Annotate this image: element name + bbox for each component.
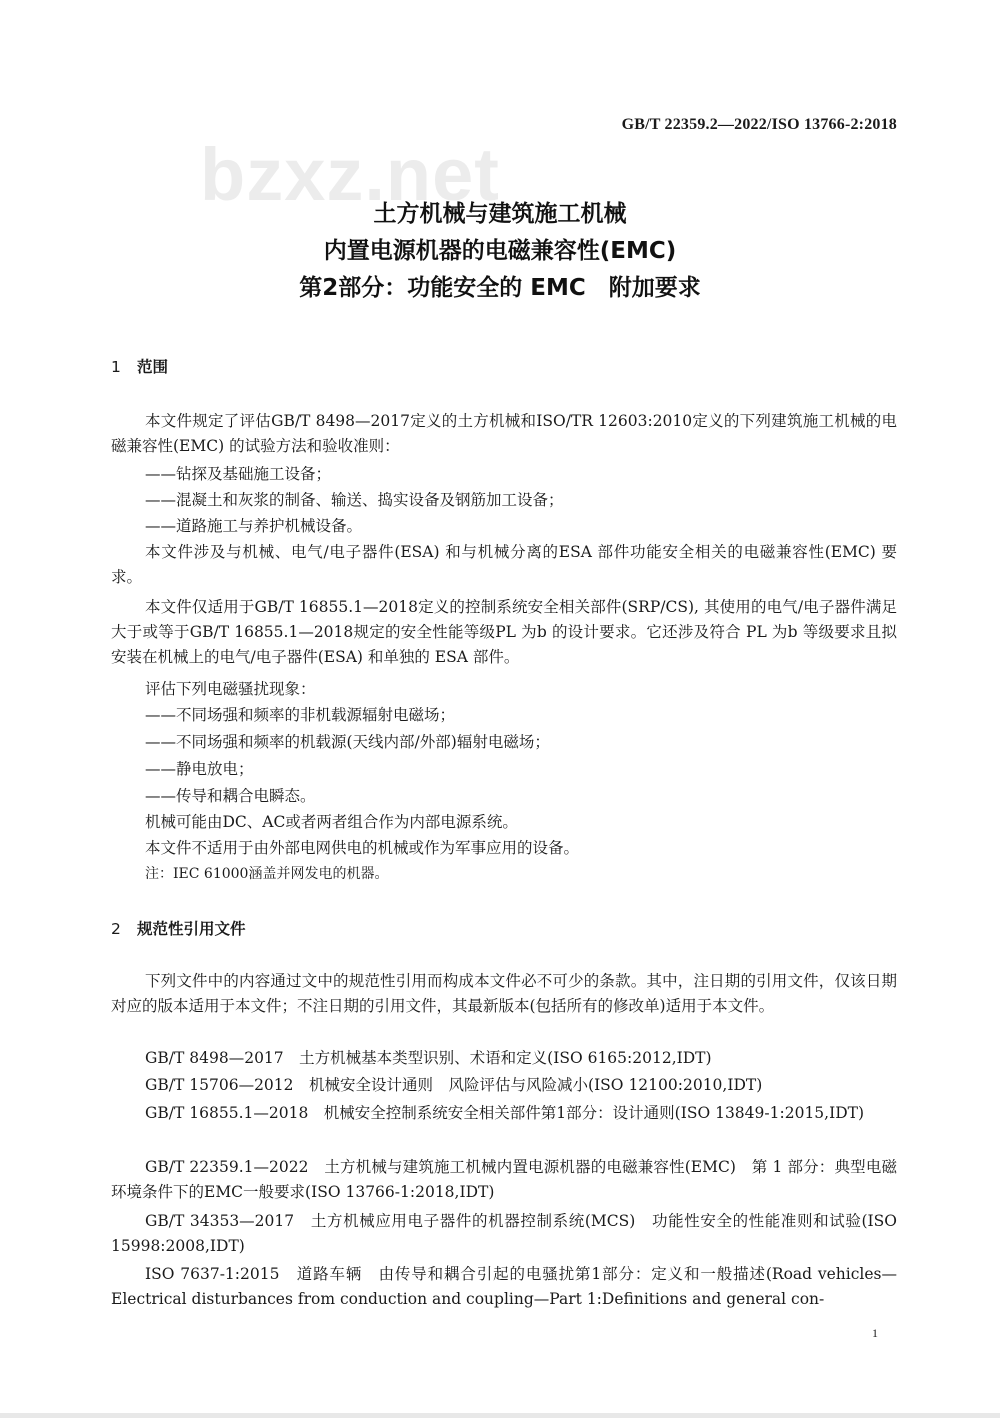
list-item: ——静电放电； [145,760,254,778]
list-item: ——不同场强和频率的机载源(天线内部/外部)辐射电磁场； [145,733,550,751]
standard-code: GB/T 22359.2—2022/ISO 13766-2:2018 [621,116,897,133]
reference-item: GB/T 16855.1—2018 机械安全控制系统安全相关部件第1部分：设计通则(ISO 13849-1:2015,IDT) [145,1104,865,1122]
section-title: 规范性引用文件 [137,920,246,938]
paragraph: 机械可能由DC、AC或者两者组合作为内部电源系统。 [145,813,518,831]
reference-item: GB/T 15706—2012 机械安全设计通则 风险评估与风险减小(ISO 12100:2010,IDT) [145,1076,763,1094]
section-1-heading [111,355,168,377]
paragraph: 本文件仅适用于GB/T 16855.1—2018定义的控制系统安全相关部件(SRP/CS), 其使用的电气/电子器件满足大于或等于GB/T 16855.1—2018规定的安全性能等级PL 为b 的设计要求。它还涉及符合 PL 为b 等级要求且拟安装在机械上的电气/电子器件(ESA) 和单独的 ESA 部件。 [111,598,897,666]
section-number: 2 [111,920,121,938]
section-number: 1 [111,358,121,376]
paragraph: 下列文件中的内容通过文中的规范性引用而构成本文件必不可少的条款。其中，注日期的引用文件，仅该日期对应的版本适用于本文件；不注日期的引用文件，其最新版本(包括所有的修改单)适用于本文件。 [111,972,897,1015]
section-2-heading [111,917,246,939]
section-title: 范围 [137,358,169,376]
paragraph: 评估下列电磁骚扰现象： [145,680,316,698]
paragraph: 本文件涉及与机械、电气/电子器件(ESA) 和与机械分离的ESA 部件功能安全相关的电磁兼容性(EMC) 要求。 [111,543,897,586]
document-title [0,196,1000,307]
list-item: ——道路施工与养护机械设备。 [145,517,363,535]
list-item: ——混凝土和灰浆的制备、输送、捣实设备及钢筋加工设备； [145,491,564,509]
list-item: ——钻探及基础施工设备； [145,465,332,483]
paragraph: 本文件不适用于由外部电网供电的机械或作为军事应用的设备。 [145,839,580,857]
page-bottom-edge [0,1413,1000,1418]
note: 注：IEC 61000涵盖并网发电的机器。 [145,866,389,882]
reference-item: GB/T 34353—2017 土方机械应用电子器件的机器控制系统(MCS) 功能性安全的性能准则和试验(ISO 15998:2008,IDT) [111,1212,897,1255]
reference-item: ISO 7637-1:2015 道路车辆 由传导和耦合引起的电骚扰第1部分：定义和一般描述(Road vehicles—Electrical disturbances from conduction and coupling—Part 1:Definitions and general con- [111,1265,897,1308]
watermark: bzxz.net [200,133,500,216]
title-line-1: 土方机械与建筑施工机械 [373,201,627,227]
paragraph: 本文件规定了评估GB/T 8498—2017定义的土方机械和ISO/TR 12603:2010定义的下列建筑施工机械的电磁兼容性(EMC) 的试验方法和验收准则： [111,412,897,455]
title-line-2: 内置电源机器的电磁兼容性(EMC) [323,238,677,264]
reference-item: GB/T 22359.1—2022 土方机械与建筑施工机械内置电源机器的电磁兼容性(EMC) 第 1 部分：典型电磁环境条件下的EMC一般要求(ISO 13766-1:2018,IDT) [111,1158,897,1201]
title-line-3: 第2部分：功能安全的 EMC 附加要求 [299,275,701,301]
page-number: 1 [872,1326,878,1340]
reference-item: GB/T 8498—2017 土方机械基本类型识别、术语和定义(ISO 6165:2012,IDT) [145,1049,712,1067]
list-item: ——不同场强和频率的非机载源辐射电磁场； [145,706,456,724]
list-item: ——传导和耦合电瞬态。 [145,787,316,805]
